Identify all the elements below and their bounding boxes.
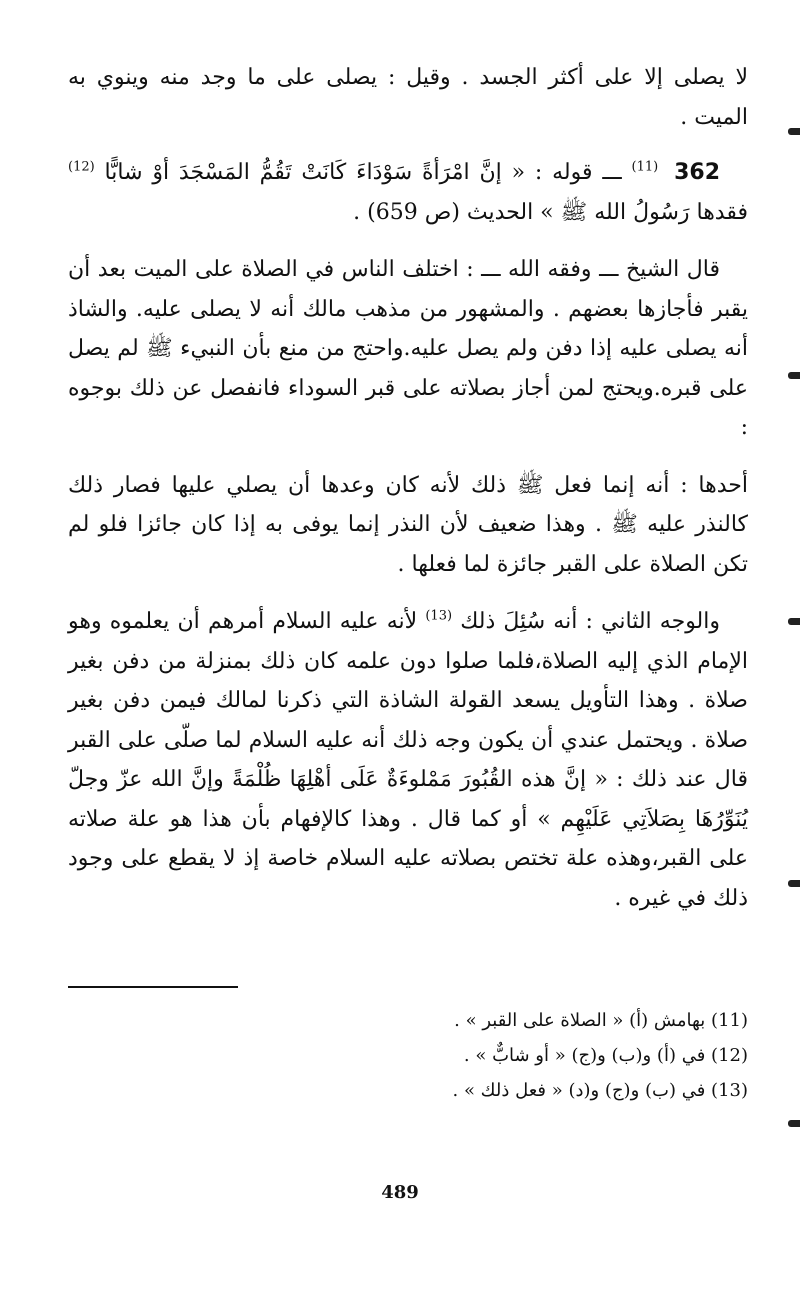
paragraph-4: أحدها : أنه إنما فعل ﷺ ذلك لأنه كان وعدها أن يصلي عليها فصار ذلك كالنذر عليه ﷺ . وهذا ضعيف لأن النذر إنما يوفى به إذا كان جائزا فلو لم تكن الصلاة على القبر جائزة لما فعلها . bbox=[68, 472, 748, 577]
footnotes bbox=[68, 1003, 748, 1108]
footnote-separator bbox=[68, 986, 238, 988]
paragraph-2-hadith-entry bbox=[68, 153, 748, 232]
page-number: 489 bbox=[381, 1182, 419, 1203]
footnote-ref-11: (11) bbox=[631, 159, 659, 175]
footnote-ref-13: (13) bbox=[425, 608, 453, 624]
footnote-11: (11) بهامش (أ) « الصلاة على القبر » . bbox=[454, 1010, 748, 1031]
footnote-ref-12: (12) bbox=[68, 159, 95, 175]
paragraph-5-rest: لأنه عليه السلام أمرهم أن يعلموه وهو الإمام الذي إليه الصلاة،فلما صلوا دون علمه كان ذلك بمنزلة من دفن بغير صلاة . وهذا التأويل يسعد القولة الشاذة التي ذكرنا لمالك فيمن دفن بغير صلاة . ويحتمل عندي أن يكون وجه ذلك أنه عليه السلام لما صلّى على القبر قال عند ذلك : « إنَّ هذه القُبُورَ مَمْلوءَةٌ عَلَى أهْلِهَا ظُلْمَةً وإنَّ الله عزّ وجلّ يُنَوِّرُهَا بِصَلاَتِي عَلَيْهِم » أو كما قال . وهذا كالإفهام بأن هذا هو علة صلاته على القبر،وهذه علة تختص بصلاته عليه السلام خاصة إذ لا يقطع على وجود ذلك في غيره . bbox=[68, 609, 748, 911]
hadith-quote-start: ـــ قوله : « إنَّ امْرَأةً سَوْدَاءَ كَانَتْ تَقُمُّ المَسْجَدَ أوْ شابًّا bbox=[104, 160, 622, 185]
paragraph-5 bbox=[68, 602, 748, 918]
paragraph-5-start: والوجه الثاني : أنه سُئِلَ ذلك bbox=[460, 609, 720, 634]
hadith-quote-end: فقدها رَسُولُ الله ﷺ » الحديث (ص 659) . bbox=[353, 199, 748, 225]
scan-edge-mark bbox=[788, 1120, 800, 1127]
entry-number: 362 bbox=[674, 160, 721, 185]
scan-edge-mark bbox=[788, 618, 800, 625]
footnote-12: (12) في (أ) و(ب) و(ج) « أو شابٌّ » . bbox=[463, 1045, 748, 1066]
paragraph-1: لا يصلى إلا على أكثر الجسد . وقيل : يصلى على ما وجد منه وينوي به الميت . bbox=[68, 65, 748, 130]
scan-edge-mark bbox=[788, 128, 800, 135]
scan-edge-mark bbox=[788, 372, 800, 379]
paragraph-3: قال الشيخ ـــ وفقه الله ـــ : اختلف الناس في الصلاة على الميت بعد أن يقبر فأجازها بعضهم . والمشهور من مذهب مالك أنه لا يصلى عليه. والشاذ أنه يصلى عليه إذا دفن ولم يصل عليه.واحتج من منع بأن النبيء ﷺ لم يصل على قبره.ويحتج لمن أجاز بصلاته على قبر السوداء فانفصل عن ذلك بوجوه : bbox=[68, 257, 748, 440]
footnote-13: (13) في (ب) و(ج) و(د) « فعل ذلك » . bbox=[452, 1080, 748, 1101]
scan-edge-mark bbox=[788, 880, 800, 887]
main-text bbox=[68, 58, 748, 918]
